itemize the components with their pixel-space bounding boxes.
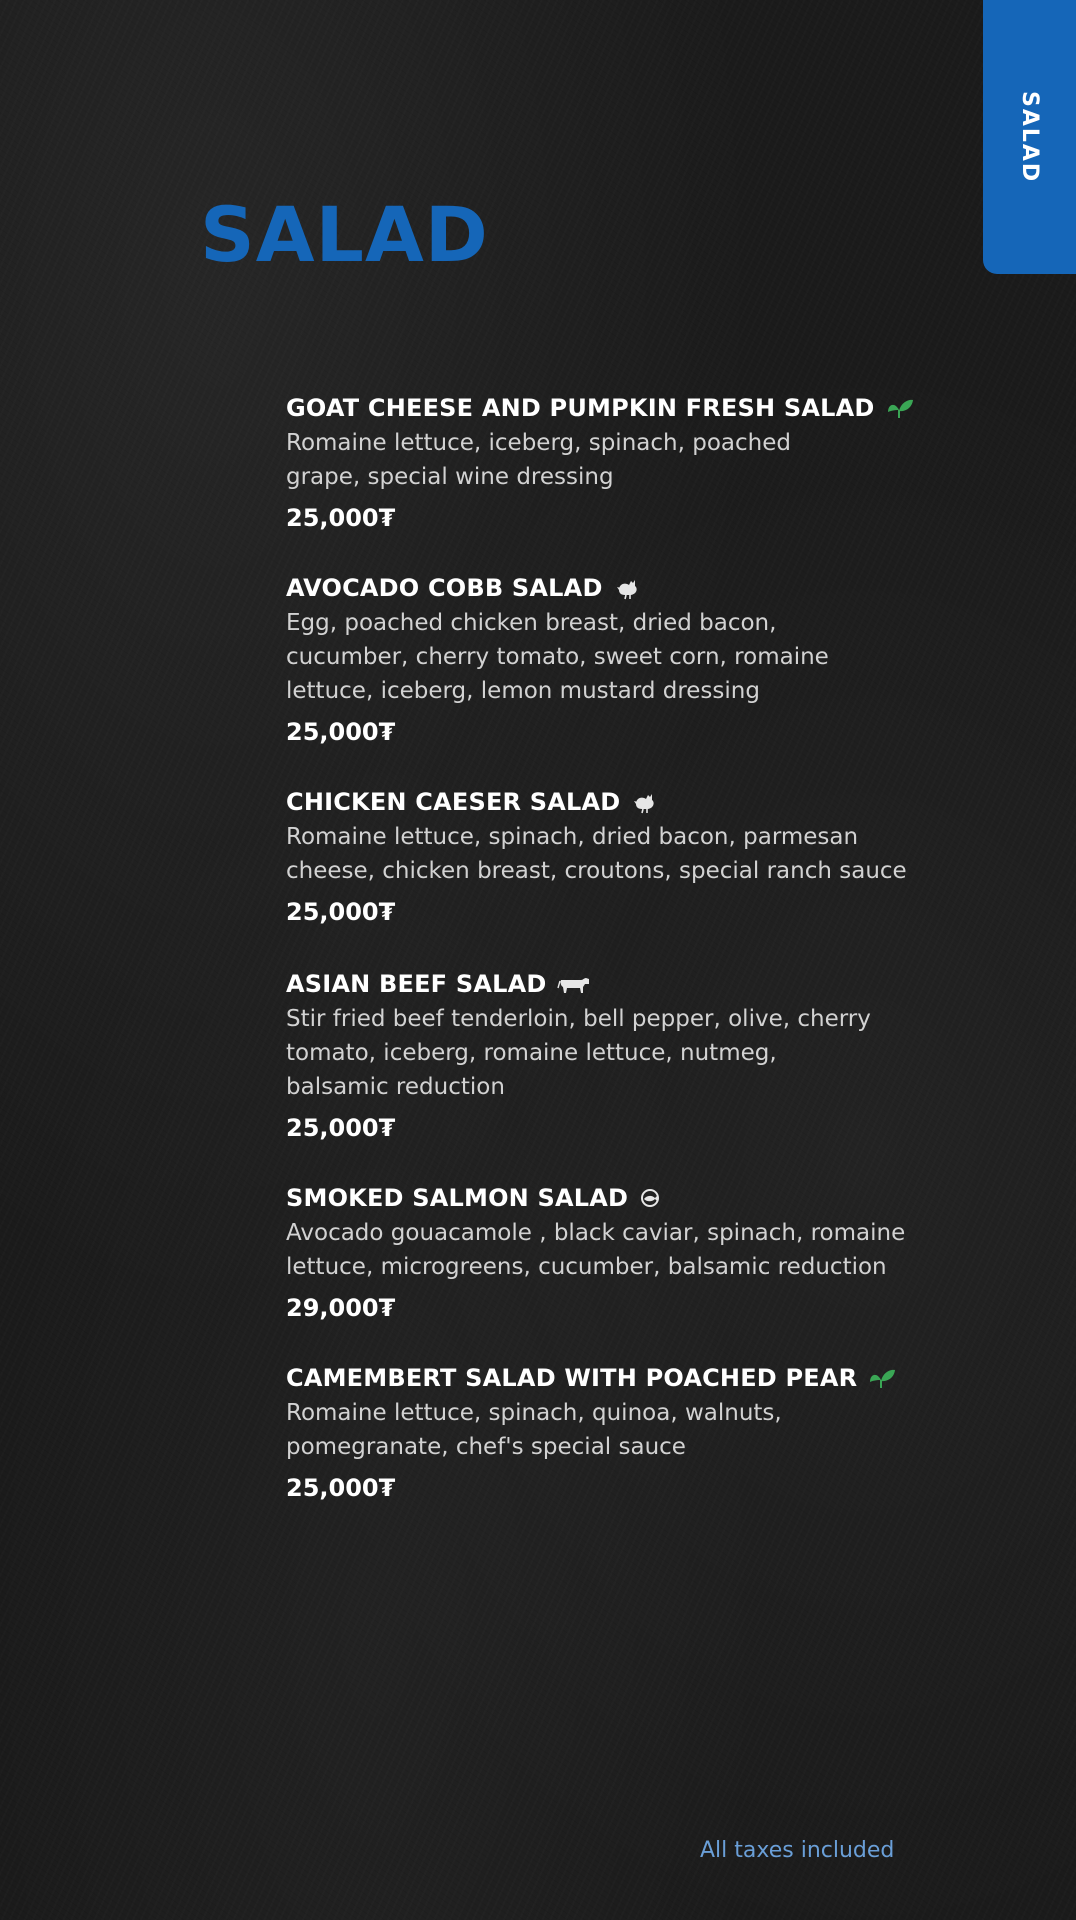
- menu-item-name: ASIAN BEEF SALAD: [286, 970, 547, 998]
- menu-item: [286, 1362, 986, 1504]
- menu-item-header: [286, 1182, 986, 1214]
- menu-item-header: [286, 392, 986, 424]
- leaf-icon: [885, 396, 915, 420]
- menu-item-description: Romaine lettuce, iceberg, spinach, poached grape, special wine dressing: [286, 430, 791, 490]
- menu-item: [286, 786, 986, 928]
- menu-item: [286, 968, 986, 1144]
- menu-item-price: 25,000₮: [286, 1474, 396, 1502]
- leaf-icon: [867, 1366, 897, 1390]
- footer-note: All taxes included: [700, 1838, 895, 1863]
- menu-item-name: CHICKEN CAESER SALAD: [286, 788, 621, 816]
- menu-item-description: Egg, poached chicken breast, dried bacon, cucumber, cherry tomato, sweet corn, romaine lettuce, iceberg, lemon mustard dressing: [286, 610, 829, 704]
- menu-item-name: GOAT CHEESE AND PUMPKIN FRESH SALAD: [286, 394, 875, 422]
- chicken-icon: [630, 790, 660, 814]
- menu-item-header: [286, 968, 986, 1000]
- menu-item-description: Romaine lettuce, spinach, dried bacon, parmesan cheese, chicken breast, croutons, special ranch sauce: [286, 824, 907, 884]
- menu-item-header: [286, 1362, 986, 1394]
- side-tab-label: SALAD: [1017, 90, 1042, 184]
- menu-item-name: AVOCADO COBB SALAD: [286, 574, 603, 602]
- menu-item-name: SMOKED SALMON SALAD: [286, 1184, 629, 1212]
- menu-item-description: Romaine lettuce, spinach, quinoa, walnuts, pomegranate, chef's special sauce: [286, 1400, 782, 1460]
- page-title: SALAD: [200, 190, 489, 279]
- menu-item-price: 25,000₮: [286, 1114, 396, 1142]
- fish-icon: [638, 1186, 662, 1210]
- chicken-icon: [613, 576, 643, 600]
- menu-item-price: 25,000₮: [286, 718, 396, 746]
- menu-item-header: [286, 572, 986, 604]
- menu-item: [286, 1182, 986, 1324]
- side-tab[interactable]: [983, 0, 1076, 274]
- menu-item: [286, 392, 986, 534]
- menu-item-description: Stir fried beef tenderloin, bell pepper, olive, cherry tomato, iceberg, romaine lettuce, nutmeg, balsamic reduction: [286, 1006, 871, 1100]
- menu-item-price: 25,000₮: [286, 504, 396, 532]
- menu-item-price: 29,000₮: [286, 1294, 396, 1322]
- menu-item-description: Avocado gouacamole , black caviar, spinach, romaine lettuce, microgreens, cucumber, balsamic reduction: [286, 1220, 906, 1280]
- cow-icon: [557, 972, 591, 996]
- menu-item-header: [286, 786, 986, 818]
- menu-item: [286, 572, 986, 748]
- menu-item-name: CAMEMBERT SALAD WITH POACHED PEAR: [286, 1364, 858, 1392]
- menu-item-price: 25,000₮: [286, 898, 396, 926]
